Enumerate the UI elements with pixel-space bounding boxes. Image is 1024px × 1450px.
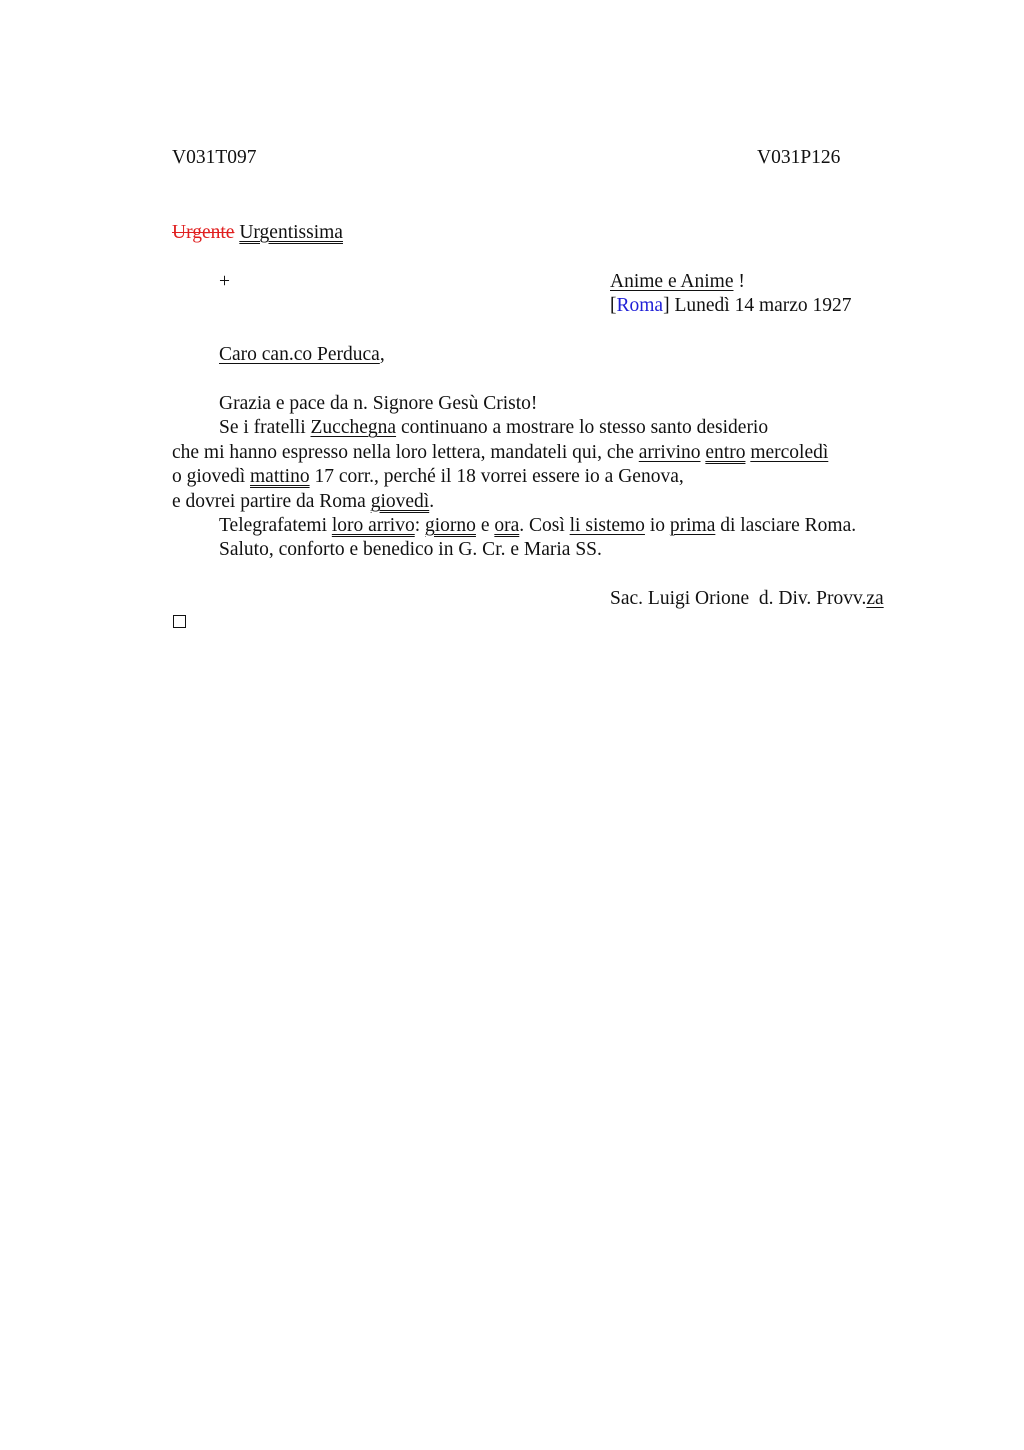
salutation-name: Caro can.co Perduca (219, 344, 380, 365)
text-run: 17 corr., perché il 18 vorrei essere io a Genova, (309, 466, 684, 487)
place-date-line (610, 294, 852, 318)
text-run: : (414, 515, 426, 536)
body-line-2 (172, 441, 828, 465)
salutation-comma: , (379, 344, 385, 365)
name-zucchegna: Zucchegna (310, 417, 397, 438)
text-run: e (475, 515, 495, 536)
struck-urgency-word: Urgente (172, 222, 235, 243)
urgency-word: Urgentissima (239, 222, 343, 243)
word-arrivino: arrivino (638, 442, 701, 463)
body-greeting: Grazia e pace da n. Signore Gesù Cristo! (219, 393, 538, 414)
body-line-1 (219, 416, 768, 440)
date-text: ] Lunedì 14 marzo 1927 (663, 295, 852, 316)
motto-line (610, 270, 745, 294)
empty-square-icon (173, 615, 186, 628)
archive-code-right: V031P126 (757, 147, 841, 168)
text-run: e dovrei partire da Roma (172, 491, 371, 512)
urgency-line (172, 221, 343, 245)
body-line-3 (172, 465, 684, 489)
signature (610, 587, 884, 611)
word-entro: entro (705, 442, 746, 463)
word-mattino: mattino (250, 466, 310, 487)
text-run: io (644, 515, 670, 536)
signature-text: Sac. Luigi Orione d. Div. Provv. (610, 588, 867, 609)
text-run: Se i fratelli (219, 417, 311, 438)
word-li-sistemo: li sistemo (569, 515, 645, 536)
word-loro-arrivo: loro arrivo (331, 515, 415, 536)
cross-mark: + (219, 271, 230, 292)
body-line-5 (219, 514, 856, 538)
place-name: Roma (616, 295, 664, 316)
text-run: . (429, 491, 435, 512)
text-run: continuano a mostrare lo stesso santo desiderio (396, 417, 769, 438)
text-run: o giovedì (172, 466, 250, 487)
text-run: che mi hanno espresso nella loro lettera, mandateli qui, che (172, 442, 639, 463)
text-run: di lasciare Roma. (715, 515, 857, 536)
archive-code-left: V031T097 (172, 147, 257, 168)
bracket-open: [ (610, 295, 617, 316)
word-ora: ora (494, 515, 520, 536)
text-run: Telegrafatemi (219, 515, 332, 536)
body-line-6: Saluto, conforto e benedico in G. Cr. e Maria SS. (219, 539, 602, 560)
signature-suffix: za (866, 588, 884, 609)
body-line-4 (172, 490, 434, 514)
motto-exclamation: ! (733, 271, 745, 292)
text-run: . Così (519, 515, 570, 536)
word-mercoledi: mercoledì (750, 442, 829, 463)
word-prima: prima (669, 515, 716, 536)
word-giorno: giorno (425, 515, 476, 536)
motto: Anime e Anime (610, 271, 734, 292)
salutation (219, 343, 385, 367)
word-giovedi: giovedì (370, 491, 430, 512)
